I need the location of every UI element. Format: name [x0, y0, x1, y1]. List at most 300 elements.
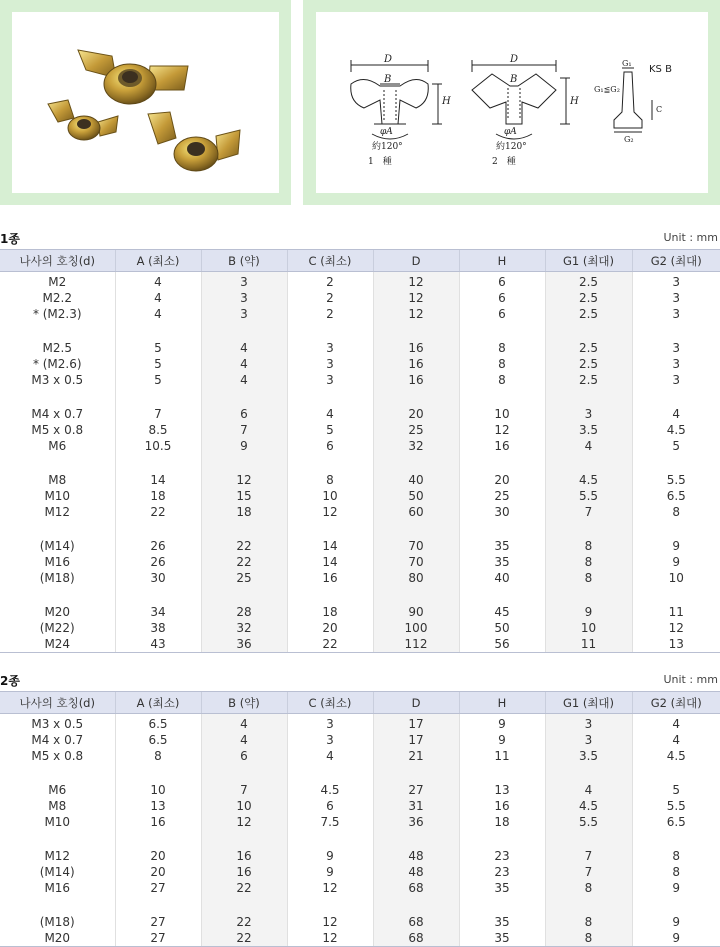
dimension-value: 4: [202, 716, 287, 732]
thread-size-value: M10: [0, 814, 115, 830]
thread-size-value: (M18): [0, 914, 115, 930]
dimension-value: 8: [633, 504, 720, 520]
dimension-value: 3: [288, 732, 373, 748]
dimension-value: 9: [633, 914, 720, 930]
dimension-value: 4.5: [288, 782, 373, 798]
dimension-value: 3: [288, 372, 373, 388]
dimension-value: 3: [202, 290, 287, 306]
dim-B-2: B: [509, 74, 517, 85]
table-cell: [115, 714, 201, 781]
dimension-value: 4: [202, 356, 287, 372]
table-cell: [115, 338, 201, 404]
dimension-value: 14: [116, 472, 201, 488]
g1-label: G₁: [622, 59, 632, 68]
table-cell: [373, 714, 459, 781]
table-cell: [201, 272, 287, 339]
technical-drawing: [316, 12, 708, 193]
spec-table-type1: [0, 249, 720, 653]
dimension-value: 3: [546, 732, 632, 748]
table-cell: [632, 536, 720, 602]
table-cell: [459, 272, 545, 339]
dim-D-1: D: [383, 54, 392, 65]
table-cell: [115, 404, 201, 470]
dimension-value: 6: [460, 290, 545, 306]
table-cell: [287, 272, 373, 339]
dimension-value: 8: [460, 356, 545, 372]
thread-size-value: * (M2.3): [0, 306, 115, 322]
table-cell: [459, 846, 545, 912]
dimension-value: 4: [546, 438, 632, 454]
dimension-value: 5: [288, 422, 373, 438]
dimension-value: 3: [202, 306, 287, 322]
thread-size-value: M12: [0, 848, 115, 864]
wing-nut-photo: [12, 12, 279, 193]
dimension-value: 12: [633, 620, 720, 636]
dimension-value: 12: [460, 422, 545, 438]
dimension-value: 9: [202, 438, 287, 454]
product-images-area: [0, 0, 720, 205]
dimension-value: 6.5: [116, 716, 201, 732]
dimension-value: 4.5: [546, 798, 632, 814]
thread-size-value: M10: [0, 488, 115, 504]
dimension-value: 32: [374, 438, 459, 454]
column-header: C (최소): [287, 692, 373, 714]
dimension-value: 17: [374, 732, 459, 748]
thread-size-value: * (M2.6): [0, 356, 115, 372]
dimension-value: 14: [288, 538, 373, 554]
thread-size-value: M16: [0, 554, 115, 570]
table-cell: [201, 846, 287, 912]
table-row-group: [0, 602, 720, 653]
dimension-value: 22: [288, 636, 373, 652]
table-cell: [545, 338, 632, 404]
dimension-value: 3: [288, 356, 373, 372]
table-cell: [373, 470, 459, 536]
table-cell: [459, 780, 545, 846]
dimension-value: 9: [288, 848, 373, 864]
table-cell: [545, 780, 632, 846]
dimension-value: 20: [116, 848, 201, 864]
dimension-value: 8: [460, 372, 545, 388]
dimension-value: 38: [116, 620, 201, 636]
table-cell: [373, 780, 459, 846]
table-cell: [0, 846, 115, 912]
dimension-value: 4: [202, 340, 287, 356]
dimension-value: 8: [546, 554, 632, 570]
table-cell: [115, 536, 201, 602]
thread-size-value: M2.5: [0, 340, 115, 356]
dimension-value: 112: [374, 636, 459, 652]
dimension-value: 9: [460, 732, 545, 748]
table-cell: [632, 602, 720, 653]
dimension-value: 9: [460, 716, 545, 732]
dim-phiA-1: φA: [380, 127, 393, 137]
dimension-value: 80: [374, 570, 459, 586]
thread-size-value: M6: [0, 782, 115, 798]
dimension-value: 8: [633, 848, 720, 864]
column-header: 나사의 호칭(d): [0, 250, 115, 272]
thread-size-value: M5 x 0.8: [0, 422, 115, 438]
dimension-value: 3: [633, 372, 720, 388]
dimension-value: 7: [202, 782, 287, 798]
dimension-value: 16: [202, 848, 287, 864]
large-wing-nut: [78, 50, 188, 104]
dimension-value: 18: [460, 814, 545, 830]
dimension-value: 5: [116, 372, 201, 388]
column-header: H: [459, 692, 545, 714]
column-header: A (최소): [115, 250, 201, 272]
table-cell: [459, 470, 545, 536]
dimension-value: 11: [460, 748, 545, 764]
dimension-value: 2.5: [546, 274, 632, 290]
table-cell: [545, 404, 632, 470]
column-header: B (약): [201, 250, 287, 272]
dimension-value: 18: [288, 604, 373, 620]
dimension-value: 10: [288, 488, 373, 504]
dimension-value: 3: [288, 340, 373, 356]
dimension-value: 12: [288, 880, 373, 896]
column-header: D: [373, 250, 459, 272]
dimension-value: 23: [460, 848, 545, 864]
table-cell: [201, 470, 287, 536]
dimension-value: 60: [374, 504, 459, 520]
dimension-value: 18: [202, 504, 287, 520]
dimension-value: 36: [202, 636, 287, 652]
table-cell: [287, 602, 373, 653]
table-cell: [373, 404, 459, 470]
table-cell: [287, 912, 373, 947]
dimension-value: 22: [202, 538, 287, 554]
table-cell: [373, 912, 459, 947]
dimension-value: 2.5: [546, 290, 632, 306]
dimension-value: 22: [202, 880, 287, 896]
table-cell: [632, 846, 720, 912]
table-cell: [373, 846, 459, 912]
dimension-value: 13: [116, 798, 201, 814]
dimension-value: 5.5: [546, 488, 632, 504]
dimension-value: 3: [288, 716, 373, 732]
dimension-value: 30: [460, 504, 545, 520]
spec-table-type2: [0, 691, 720, 947]
dimension-value: 90: [374, 604, 459, 620]
table-cell: [0, 470, 115, 536]
thread-size-value: (M14): [0, 538, 115, 554]
dimension-value: 8: [460, 340, 545, 356]
dimension-value: 8: [546, 538, 632, 554]
dimension-value: 56: [460, 636, 545, 652]
dimension-value: 3: [633, 290, 720, 306]
dimension-value: 8: [546, 570, 632, 586]
dimension-value: 6: [460, 274, 545, 290]
dimension-value: 11: [633, 604, 720, 620]
dimension-value: 45: [460, 604, 545, 620]
table-cell: [287, 536, 373, 602]
dimension-value: 48: [374, 848, 459, 864]
table-cell: [115, 846, 201, 912]
table-cell: [459, 404, 545, 470]
column-header: G1 (최대): [545, 692, 632, 714]
thread-size-value: M4 x 0.7: [0, 732, 115, 748]
dimension-value: 35: [460, 880, 545, 896]
column-header: G1 (최대): [545, 250, 632, 272]
dimension-value: 22: [202, 914, 287, 930]
dimension-value: 4: [202, 732, 287, 748]
dimension-value: 20: [288, 620, 373, 636]
dimension-value: 6: [202, 748, 287, 764]
dimension-value: 17: [374, 716, 459, 732]
table-cell: [287, 338, 373, 404]
table-cell: [0, 338, 115, 404]
dimension-value: 7: [546, 864, 632, 880]
dimension-value: 6.5: [633, 814, 720, 830]
table-cell: [545, 272, 632, 339]
dimension-value: 32: [202, 620, 287, 636]
dimension-value: 6: [202, 406, 287, 422]
table-cell: [632, 338, 720, 404]
thread-size-value: (M22): [0, 620, 115, 636]
table-cell: [373, 272, 459, 339]
dimension-value: 100: [374, 620, 459, 636]
dimension-value: 13: [460, 782, 545, 798]
wing-profile-drawing: [614, 68, 652, 132]
dimension-value: 2: [288, 290, 373, 306]
dimension-value: 12: [288, 504, 373, 520]
dimension-value: 3: [633, 306, 720, 322]
dimension-value: 10.5: [116, 438, 201, 454]
small-wing-nut: [48, 100, 118, 140]
dimension-value: 22: [202, 554, 287, 570]
dimension-value: 8: [546, 930, 632, 946]
dim-phiA-2: φA: [504, 127, 517, 137]
dimension-value: 5.5: [633, 472, 720, 488]
dimension-value: 35: [460, 930, 545, 946]
dimension-value: 4: [116, 290, 201, 306]
dimension-value: 23: [460, 864, 545, 880]
dimension-value: 48: [374, 864, 459, 880]
dimension-value: 20: [374, 406, 459, 422]
dimension-value: 7: [202, 422, 287, 438]
thread-size-value: (M14): [0, 864, 115, 880]
ks-label: KS B: [649, 64, 672, 75]
dimension-value: 12: [374, 290, 459, 306]
type1-drawing: [351, 60, 442, 139]
dimension-value: 10: [546, 620, 632, 636]
dimension-value: 10: [202, 798, 287, 814]
table-cell: [0, 536, 115, 602]
dimension-value: 8: [288, 472, 373, 488]
table-cell: [459, 912, 545, 947]
table-cell: [459, 602, 545, 653]
dimension-value: 7.5: [288, 814, 373, 830]
dimension-value: 3: [633, 340, 720, 356]
table-cell: [201, 602, 287, 653]
table-cell: [115, 272, 201, 339]
dimension-value: 9: [546, 604, 632, 620]
dimension-value: 4: [116, 306, 201, 322]
c-label: C: [656, 105, 662, 114]
dimension-value: 2: [288, 274, 373, 290]
dimension-value: 2.5: [546, 306, 632, 322]
medium-wing-nut: [148, 112, 240, 171]
table-cell: [545, 912, 632, 947]
dimension-value: 9: [288, 864, 373, 880]
dim-H-1: H: [441, 96, 451, 107]
angle-label-1: 約120°: [372, 140, 403, 152]
table-row-group: [0, 912, 720, 947]
drawing-panel: [303, 0, 720, 205]
dimension-value: 8: [633, 864, 720, 880]
dimension-value: 10: [633, 570, 720, 586]
dimension-value: 5.5: [633, 798, 720, 814]
column-header: A (최소): [115, 692, 201, 714]
dimension-value: 3: [546, 716, 632, 732]
dimension-value: 3.5: [546, 748, 632, 764]
dimension-value: 4: [546, 782, 632, 798]
table-cell: [0, 602, 115, 653]
thread-size-value: M3 x 0.5: [0, 716, 115, 732]
dimension-value: 4: [633, 716, 720, 732]
table-cell: [0, 912, 115, 947]
dimension-value: 4: [288, 406, 373, 422]
column-header: G2 (최대): [632, 250, 720, 272]
dimension-value: 68: [374, 914, 459, 930]
dimension-value: 36: [374, 814, 459, 830]
dimension-value: 5: [116, 356, 201, 372]
dimension-value: 16: [288, 570, 373, 586]
dimension-value: 25: [202, 570, 287, 586]
dimension-value: 14: [288, 554, 373, 570]
table-cell: [115, 780, 201, 846]
table-row-group: [0, 714, 720, 781]
table-cell: [201, 536, 287, 602]
table-cell: [201, 780, 287, 846]
dimension-value: 8: [546, 914, 632, 930]
dimension-value: 6.5: [116, 732, 201, 748]
dimension-value: 16: [202, 864, 287, 880]
dimension-value: 28: [202, 604, 287, 620]
thread-size-value: M20: [0, 930, 115, 946]
table-cell: [459, 536, 545, 602]
dimension-value: 22: [116, 504, 201, 520]
dimension-value: 5: [633, 438, 720, 454]
dimension-value: 43: [116, 636, 201, 652]
dimension-value: 68: [374, 930, 459, 946]
table-cell: [115, 602, 201, 653]
dimension-value: 11: [546, 636, 632, 652]
dimension-value: 6: [460, 306, 545, 322]
table-cell: [545, 602, 632, 653]
dim-D-2: D: [509, 54, 518, 65]
table-cell: [287, 780, 373, 846]
dimension-value: 6.5: [633, 488, 720, 504]
table-row-group: [0, 536, 720, 602]
table-row-group: [0, 338, 720, 404]
dimension-value: 12: [202, 472, 287, 488]
dimension-value: 4: [633, 406, 720, 422]
dimension-value: 3: [633, 356, 720, 372]
table-cell: [632, 470, 720, 536]
dimension-value: 2.5: [546, 340, 632, 356]
dimension-value: 9: [633, 538, 720, 554]
dimension-value: 30: [116, 570, 201, 586]
dimension-value: 7: [546, 848, 632, 864]
table-cell: [373, 602, 459, 653]
table-cell: [459, 714, 545, 781]
table-cell: [201, 338, 287, 404]
table-cell: [632, 404, 720, 470]
dimension-value: 2.5: [546, 372, 632, 388]
dimension-value: 26: [116, 538, 201, 554]
section2-unit: Unit : mm: [663, 673, 718, 686]
thread-size-value: M2.2: [0, 290, 115, 306]
dim-H-2: H: [569, 96, 579, 107]
dimension-value: 9: [633, 554, 720, 570]
column-header: C (최소): [287, 250, 373, 272]
table-cell: [201, 404, 287, 470]
table-row-group: [0, 470, 720, 536]
table-row-group: [0, 846, 720, 912]
dimension-value: 6: [288, 438, 373, 454]
table-cell: [459, 338, 545, 404]
table-cell: [632, 714, 720, 781]
dimension-value: 7: [116, 406, 201, 422]
thread-size-value: M3 x 0.5: [0, 372, 115, 388]
table-cell: [115, 912, 201, 947]
dimension-value: 26: [116, 554, 201, 570]
dimension-value: 8: [546, 880, 632, 896]
table-cell: [545, 714, 632, 781]
type2-drawing: [472, 60, 570, 139]
dimension-value: 20: [116, 864, 201, 880]
dimension-value: 16: [374, 356, 459, 372]
dimension-value: 10: [116, 782, 201, 798]
column-header: G2 (최대): [632, 692, 720, 714]
g2-label: G₂: [624, 135, 634, 144]
table-cell: [287, 470, 373, 536]
thread-size-value: M12: [0, 504, 115, 520]
dimension-value: 27: [116, 930, 201, 946]
table-cell: [632, 912, 720, 947]
dimension-value: 12: [374, 274, 459, 290]
table-cell: [201, 714, 287, 781]
thread-size-value: M8: [0, 472, 115, 488]
angle-label-2: 約120°: [496, 140, 527, 152]
dimension-value: 16: [460, 438, 545, 454]
dimension-value: 12: [288, 914, 373, 930]
dimension-value: 20: [460, 472, 545, 488]
dimension-value: 9: [633, 930, 720, 946]
table-cell: [0, 272, 115, 339]
dimension-value: 8: [116, 748, 201, 764]
table-cell: [545, 536, 632, 602]
section1-title: 1종: [0, 230, 20, 247]
thread-size-value: (M18): [0, 570, 115, 586]
thread-size-value: M24: [0, 636, 115, 652]
table-cell: [632, 780, 720, 846]
photo-panel: [0, 0, 291, 205]
dimension-value: 50: [374, 488, 459, 504]
dimension-value: 3: [202, 274, 287, 290]
dimension-value: 70: [374, 538, 459, 554]
dimension-value: 7: [546, 504, 632, 520]
thread-size-value: M20: [0, 604, 115, 620]
dimension-value: 35: [460, 914, 545, 930]
dimension-value: 16: [374, 340, 459, 356]
dimension-value: 4.5: [546, 472, 632, 488]
dimension-value: 3: [546, 406, 632, 422]
dimension-value: 10: [460, 406, 545, 422]
dimension-value: 40: [374, 472, 459, 488]
